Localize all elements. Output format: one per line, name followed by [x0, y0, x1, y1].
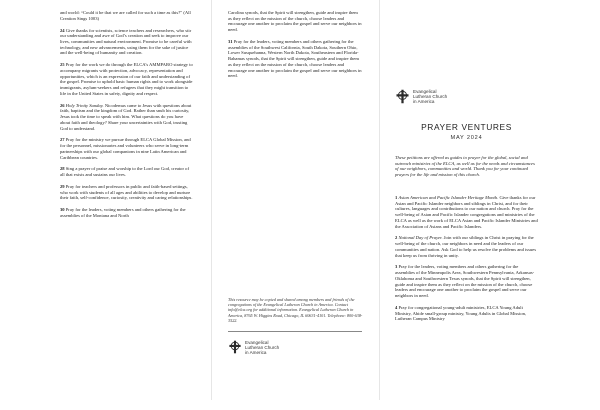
footer-rule	[228, 331, 362, 332]
prayer-item-28: 28 Sing a prayer of praise and worship to the Lord our God, creator of all that exists and sustains our lives.	[60, 166, 189, 178]
header-logo	[395, 89, 447, 109]
logo-line-1: Evangelical	[413, 89, 437, 94]
intro-paragraph: These petitions are offered as guides to prayer for the global, social and outreach ministries of the ELCA, as well as for the needs and circumstances of our neighbors, communities and world. Thank you for your continued prayers for the life and mission of this church.	[395, 155, 535, 178]
elca-cross-icon	[228, 340, 242, 359]
prayer-item-31: 31 Pray for the leaders, voting members and others gathering for the assemblies of the Southwest California, South Dakota, Southern Ohio, Lower Susquehanna, Western North Dakota, Southeastern and Florida-Bahamas synods, that the Spirit will strengthen, guide and inspire them as they reflect on the mission of the church, choose leaders and encourage one another to proclaim the gospel and serve our neighbors in need.	[228, 39, 362, 79]
prayer-item-27: 27 Pray for the ministry we pursue through ELCA Global Mission, and for the personnel, missionaries and volunteers who serve in long-term partnerships with our global companions in nine Latin American and Caribbean countries.	[60, 137, 191, 160]
prayer-item-1: 1 Asian American and Pacific Islander Heritage Month. Give thanks for our Asian and Pacific Islander neighbors and siblings in Christ, and for their cultures, languages and contributions to our nation and church. Pray for the well-being of Asian and Pacific Islander congregations and ministries of the ELCA as well as the work of ELCA Asian and Pacific Islander Ministries and the Association of Asians and Pacific Islanders.	[395, 195, 538, 229]
prayer-item-24: 24 Give thanks for scientists, science teachers and researchers, who stir our understanding and awe of God’s creation and seek to improve our lives, communities and natural environment. Promise to be careful with technology, and new advancements, using them for the sake of justice and the well-being of humanity and creation.	[60, 27, 192, 56]
middle-continuation: Carolina synods, that the Spirit will strengthen, guide and inspire them as they reflect on the mission of the church, choose leaders and encourage one another to proclaim the gospel and serve our neighbors in need.	[228, 10, 362, 33]
prayer-item-3: 3 Pray for the leaders, voting members and others gathering for the assemblies of the Minneapolis Area, Southwestern Pennsylvania, Arkansas-Oklahoma and Southwestern Texas synods, that the Spirit will strengthen, guide and inspire them as they reflect on the mission of the church, choose leaders and encourage one another to proclaim the gospel and serve our neighbors in need.	[395, 264, 535, 298]
left-column	[60, 10, 194, 410]
logo-line-3: in America	[413, 99, 435, 105]
prayer-item-25: 25 Pray for the work we do through the ELCA’s AMMPARO strategy to accompany migrants with protection, advocacy, representation and opportunities, which is an expression of our faith and understanding of the gospel. Promise to uphold basic human rights and to work alongside immigrants, asylum-seekers and refugees that they might transition to life in the United States in safety, dignity and respect.	[60, 62, 193, 96]
page-title: PRAYER VENTURES	[421, 122, 512, 132]
logo-line-2: Lutheran Church	[413, 94, 448, 100]
prayer-item-30: 30 Pray for the leaders, voting members and others gathering for the assemblies of the Montana and North	[60, 207, 186, 218]
logo-line-2: Lutheran Church	[245, 345, 280, 351]
right-column	[395, 195, 538, 328]
left-continuation: and world: “Could it be that we are called for such a time as this?” (All Creation Sings 1003)	[60, 10, 191, 21]
logo-line-1: Evangelical	[245, 340, 269, 345]
elca-cross-icon	[395, 89, 410, 109]
copyright-notice: This resource may be copied and shared among members and friends of the congregations of the Evangelical Lutheran Church in America. Contact info@elca.org for additional information. Evangelical Lutheran Church in America, 8765 W. Higgins Road, Chicago, IL 60631-4101. Telephone: 800-638-3522.	[228, 297, 363, 323]
footer-logo	[228, 340, 279, 359]
issue-date: MAY 2024	[450, 135, 483, 141]
panel-divider-right	[379, 0, 380, 400]
panel-divider-left	[211, 0, 212, 400]
prayer-item-2: 2 National Day of Prayer. Join with our siblings in Christ in praying for the well-being of the church, our neighbors in need and the leaders of our communities and nation. Ask God to help us resolve the problems and issues that keep us from thriving in unity.	[395, 235, 536, 258]
logo-line-3: in America	[245, 350, 267, 356]
prayer-item-29: 29 Pray for teachers and professors in public and faith-based settings, who work with students of all ages and abilities to develop and nurture their faith, self-confidence, curiosity, creativity and caring relationships.	[60, 184, 193, 201]
prayer-item-26: 26 Holy Trinity Sunday. Nicodemus came to Jesus with questions about faith, baptism and the kingdom of God. Rather than snub his curiosity, Jesus took the time to speak with him. What questions do you have about faith and theology? Share your uncertainties with God, trusting God to understand.	[60, 102, 192, 131]
prayer-item-4: 4 Pray for congregational young-adult ministries, ELCA Young Adult Ministry, Abide small-group ministry, Young Adults in Global Mission, Lutheran Campus Ministry	[395, 304, 527, 322]
